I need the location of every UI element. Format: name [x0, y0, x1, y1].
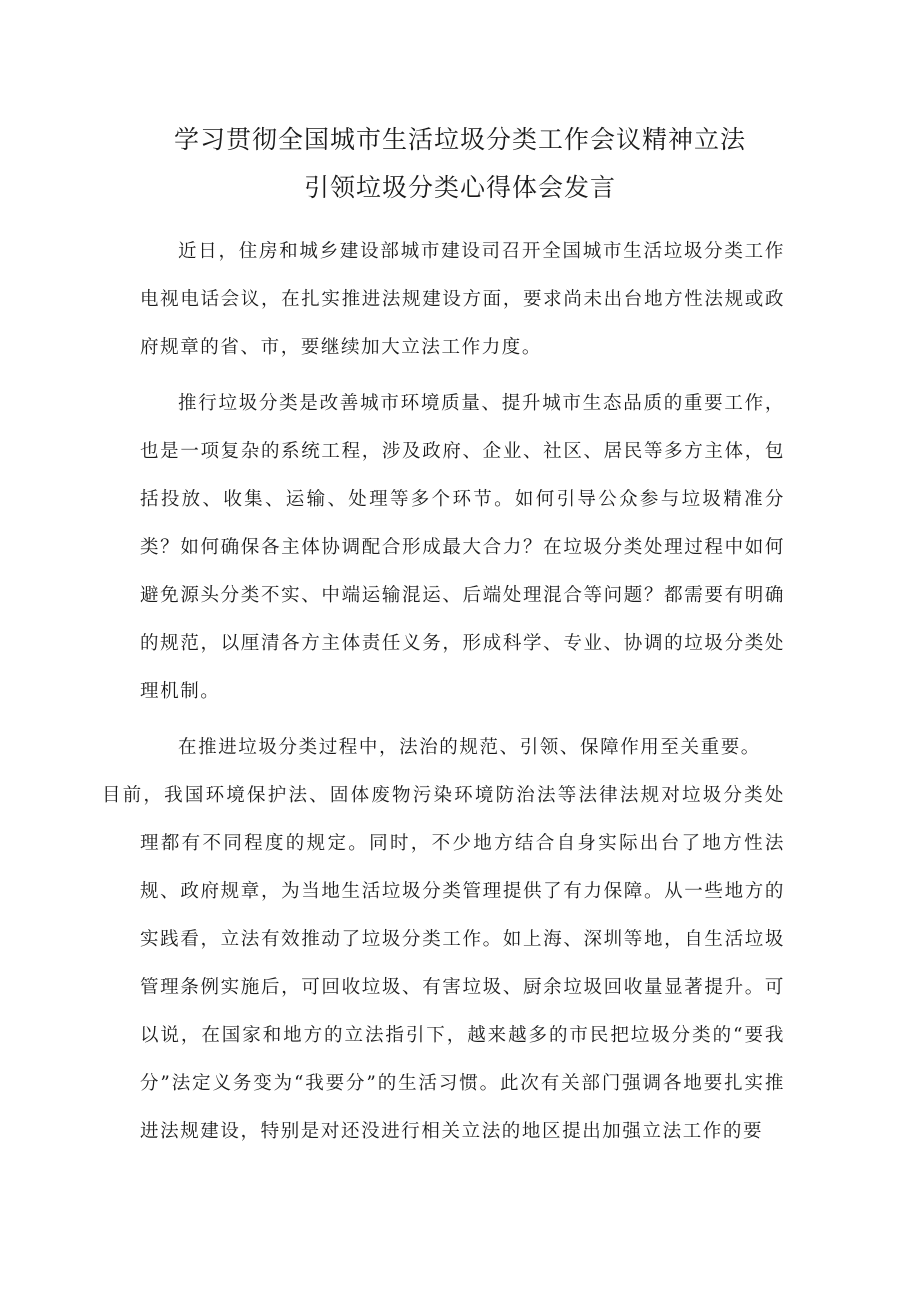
paragraph-3-first-line: 在推进垃圾分类过程中，法治的规范、引领、保障作用至关重要。	[178, 737, 761, 758]
paragraph-1: 近日，住房和城乡建设部城市建设司召开全国城市生活垃圾分类工作电视电话会议，在扎实推进法规建设方面，要求尚未出台地方性法规或政府规章的省、市，要继续加大立法工作力度。	[140, 241, 785, 358]
document-title-line-1: 学习贯彻全国城市生活垃圾分类工作会议精神立法	[173, 125, 746, 154]
document-title-line-2: 引领垃圾分类心得体会发言	[303, 173, 616, 202]
paragraph-3-body: 目前，我国环境保护法、固体废物污染环境防治法等法律法规对垃圾分类处理都有不同程度的规定。同时，不少地方结合自身实际出台了地方性法规、政府规章，为当地生活垃圾分类管理提供了有力保障。从一些地方的实践看，立法有效推动了垃圾分类工作。如上海、深圳等地，自生活垃圾管理条例实施后，可回收垃圾、有害垃圾、厨余垃圾回收量显著提升。可以说，在国家和地方的立法指引下，越来越多的市民把垃圾分类的“要我分”法定义务变为“我要分”的生活习惯。此次有关部门强调各地要扎实推进法规建设，特别是对还没进行相关立法的地区提出加强立法工作的要	[102, 785, 785, 1142]
paragraph-3	[102, 724, 785, 1156]
paragraph-2: 推行垃圾分类是改善城市环境质量、提升城市生态品质的重要工作，也是一项复杂的系统工程，涉及政府、企业、社区、居民等多方主体，包括投放、收集、运输、处理等多个环节。如何引导公众参与垃圾精准分类？如何确保各主体协调配合形成最大合力？在垃圾分类处理过程中如何避免源头分类不实、中端运输混运、后端处理混合等问题？都需要有明确的规范，以厘清各方主体责任义务，形成科学、专业、协调的垃圾分类处理机制。	[140, 393, 785, 702]
